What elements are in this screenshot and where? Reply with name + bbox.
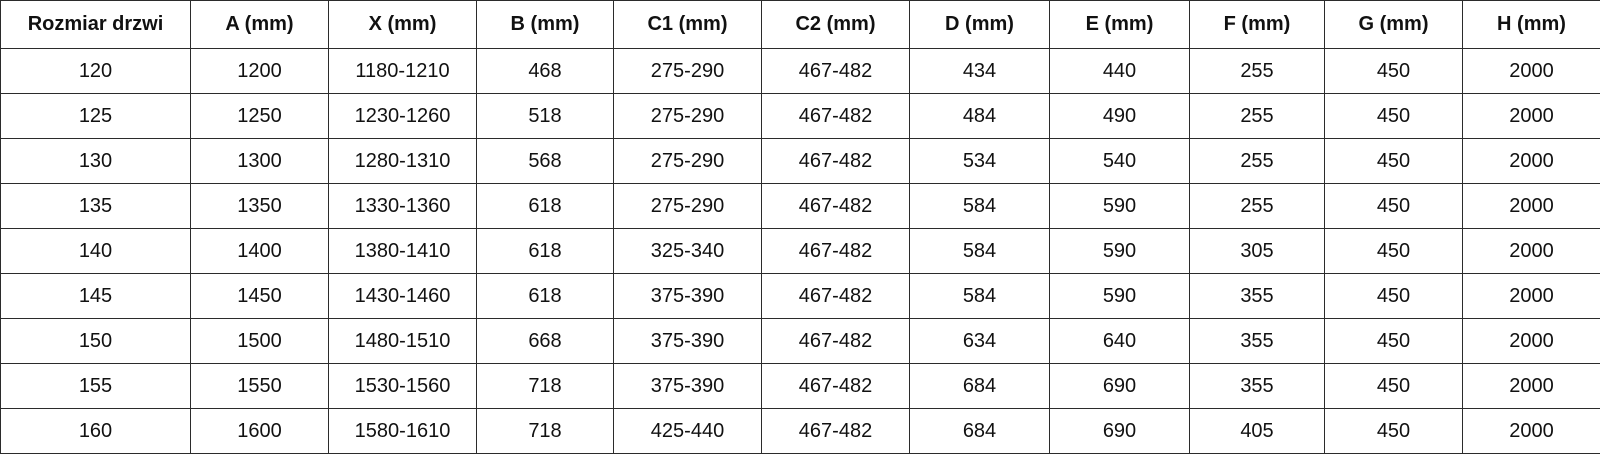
column-header-c2: C2 (mm) — [762, 1, 910, 49]
cell-door-size: 135 — [1, 184, 191, 229]
cell-a: 1400 — [191, 229, 329, 274]
cell-a: 1350 — [191, 184, 329, 229]
cell-a: 1250 — [191, 94, 329, 139]
cell-e: 440 — [1050, 49, 1190, 94]
cell-a: 1300 — [191, 139, 329, 184]
cell-door-size: 140 — [1, 229, 191, 274]
cell-c1: 375-390 — [614, 319, 762, 364]
cell-e: 640 — [1050, 319, 1190, 364]
column-header-x: X (mm) — [329, 1, 477, 49]
table-body — [1, 49, 1600, 454]
cell-x: 1480-1510 — [329, 319, 477, 364]
cell-c1: 425-440 — [614, 409, 762, 454]
cell-e: 540 — [1050, 139, 1190, 184]
table-row — [1, 229, 1600, 274]
cell-g: 450 — [1325, 49, 1463, 94]
cell-h: 2000 — [1463, 364, 1600, 409]
cell-h: 2000 — [1463, 409, 1600, 454]
cell-x: 1180-1210 — [329, 49, 477, 94]
cell-a: 1600 — [191, 409, 329, 454]
cell-f: 255 — [1190, 94, 1325, 139]
cell-e: 590 — [1050, 184, 1190, 229]
cell-d: 684 — [910, 409, 1050, 454]
column-header-d: D (mm) — [910, 1, 1050, 49]
cell-c1: 375-390 — [614, 364, 762, 409]
table-row — [1, 319, 1600, 364]
cell-g: 450 — [1325, 94, 1463, 139]
cell-h: 2000 — [1463, 49, 1600, 94]
cell-b: 668 — [477, 319, 614, 364]
cell-e: 690 — [1050, 364, 1190, 409]
cell-d: 534 — [910, 139, 1050, 184]
table-row — [1, 274, 1600, 319]
cell-x: 1380-1410 — [329, 229, 477, 274]
cell-f: 305 — [1190, 229, 1325, 274]
cell-e: 690 — [1050, 409, 1190, 454]
cell-c1: 325-340 — [614, 229, 762, 274]
cell-d: 484 — [910, 94, 1050, 139]
table-header-row — [1, 1, 1600, 49]
cell-d: 684 — [910, 364, 1050, 409]
cell-f: 255 — [1190, 49, 1325, 94]
cell-h: 2000 — [1463, 94, 1600, 139]
cell-x: 1280-1310 — [329, 139, 477, 184]
cell-x: 1580-1610 — [329, 409, 477, 454]
cell-e: 590 — [1050, 229, 1190, 274]
column-header-door-size: Rozmiar drzwi — [1, 1, 191, 49]
cell-c2: 467-482 — [762, 364, 910, 409]
cell-d: 434 — [910, 49, 1050, 94]
cell-d: 584 — [910, 184, 1050, 229]
column-header-a: A (mm) — [191, 1, 329, 49]
cell-c2: 467-482 — [762, 94, 910, 139]
cell-g: 450 — [1325, 229, 1463, 274]
cell-f: 355 — [1190, 364, 1325, 409]
cell-b: 518 — [477, 94, 614, 139]
column-header-c1: C1 (mm) — [614, 1, 762, 49]
cell-d: 634 — [910, 319, 1050, 364]
cell-f: 355 — [1190, 274, 1325, 319]
cell-c1: 275-290 — [614, 139, 762, 184]
cell-door-size: 150 — [1, 319, 191, 364]
column-header-e: E (mm) — [1050, 1, 1190, 49]
cell-g: 450 — [1325, 319, 1463, 364]
cell-c2: 467-482 — [762, 49, 910, 94]
cell-h: 2000 — [1463, 319, 1600, 364]
cell-c2: 467-482 — [762, 184, 910, 229]
cell-g: 450 — [1325, 409, 1463, 454]
cell-e: 590 — [1050, 274, 1190, 319]
cell-b: 718 — [477, 364, 614, 409]
cell-h: 2000 — [1463, 274, 1600, 319]
cell-f: 405 — [1190, 409, 1325, 454]
table-header — [1, 1, 1600, 49]
cell-c2: 467-482 — [762, 409, 910, 454]
cell-c1: 275-290 — [614, 94, 762, 139]
cell-f: 355 — [1190, 319, 1325, 364]
table-row — [1, 49, 1600, 94]
table-row — [1, 364, 1600, 409]
cell-c1: 275-290 — [614, 49, 762, 94]
table-row — [1, 139, 1600, 184]
cell-c1: 275-290 — [614, 184, 762, 229]
cell-a: 1500 — [191, 319, 329, 364]
column-header-b: B (mm) — [477, 1, 614, 49]
cell-g: 450 — [1325, 184, 1463, 229]
cell-b: 618 — [477, 274, 614, 319]
cell-a: 1450 — [191, 274, 329, 319]
cell-door-size: 130 — [1, 139, 191, 184]
cell-g: 450 — [1325, 139, 1463, 184]
cell-g: 450 — [1325, 274, 1463, 319]
cell-c2: 467-482 — [762, 319, 910, 364]
cell-d: 584 — [910, 229, 1050, 274]
cell-h: 2000 — [1463, 184, 1600, 229]
table-row — [1, 184, 1600, 229]
cell-c2: 467-482 — [762, 274, 910, 319]
cell-c2: 467-482 — [762, 229, 910, 274]
cell-door-size: 155 — [1, 364, 191, 409]
cell-a: 1200 — [191, 49, 329, 94]
cell-door-size: 120 — [1, 49, 191, 94]
cell-door-size: 145 — [1, 274, 191, 319]
cell-b: 718 — [477, 409, 614, 454]
cell-f: 255 — [1190, 139, 1325, 184]
cell-x: 1530-1560 — [329, 364, 477, 409]
cell-b: 618 — [477, 184, 614, 229]
cell-h: 2000 — [1463, 139, 1600, 184]
cell-a: 1550 — [191, 364, 329, 409]
cell-d: 584 — [910, 274, 1050, 319]
cell-x: 1330-1360 — [329, 184, 477, 229]
cell-door-size: 160 — [1, 409, 191, 454]
cell-g: 450 — [1325, 364, 1463, 409]
table-row — [1, 94, 1600, 139]
cell-c1: 375-390 — [614, 274, 762, 319]
cell-door-size: 125 — [1, 94, 191, 139]
cell-b: 618 — [477, 229, 614, 274]
cell-f: 255 — [1190, 184, 1325, 229]
cell-e: 490 — [1050, 94, 1190, 139]
column-header-f: F (mm) — [1190, 1, 1325, 49]
cell-h: 2000 — [1463, 229, 1600, 274]
cell-b: 568 — [477, 139, 614, 184]
column-header-h: H (mm) — [1463, 1, 1600, 49]
cell-x: 1430-1460 — [329, 274, 477, 319]
cell-b: 468 — [477, 49, 614, 94]
cell-x: 1230-1260 — [329, 94, 477, 139]
cell-c2: 467-482 — [762, 139, 910, 184]
column-header-g: G (mm) — [1325, 1, 1463, 49]
